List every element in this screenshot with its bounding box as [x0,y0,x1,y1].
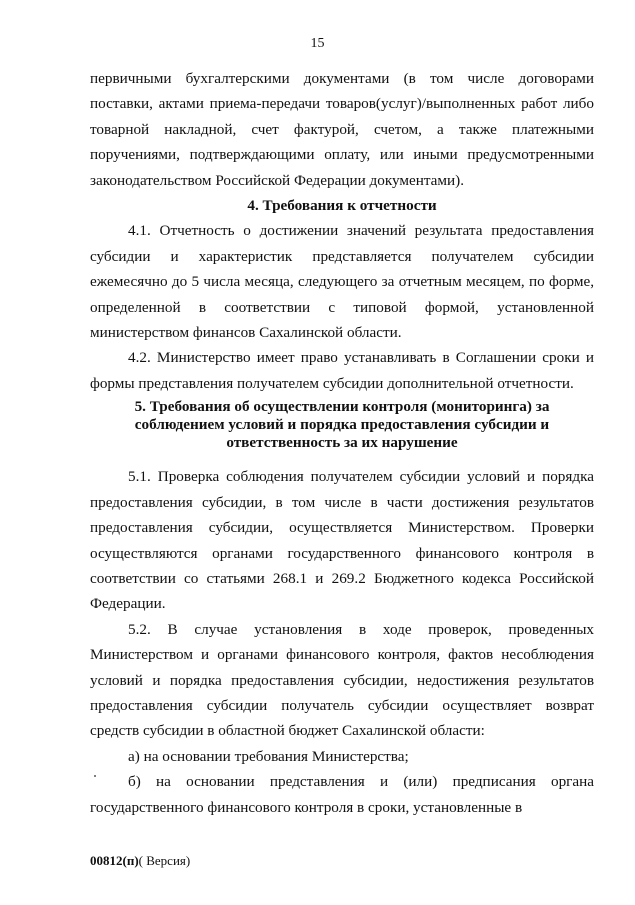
section-5-heading-line: соблюдением условий и порядка предоставления субсидии и [134,416,550,434]
section-5-heading-line: ответственность за их нарушение [226,434,458,452]
list-item-a: а) на основании требования Министерства; [128,747,409,765]
paragraph-5-1: 5.1. Проверка соблюдения получателем субсидии условий и порядка предоставления субсидии, в том числе в части достижения результатов предоставления субсидии, осуществляется Министерством. Проверки осуществляются органами государственного финансового контроля в соответствии со статьями 268.1 и 269.2 Бюджетного кодекса Российской Федерации. [90,468,594,613]
document-code: 00812(п) [90,853,139,868]
paragraph-4-2: 4.2. Министерство имеет право устанавливать в Соглашении сроки и формы представления получателем субсидии дополнительной отчетности. [90,349,594,392]
section-5-heading [90,398,594,452]
page-number: 15 [310,36,325,51]
scan-speck [94,775,96,777]
footer [90,853,190,869]
section-4-heading: 4. Требования к отчетности [247,197,437,215]
paragraph-5-2: 5.2. В случае установления в ходе проверок, проведенных Министерством и органами финансового контроля, фактов несоблюдения условий и порядка предоставления субсидии, недостижения результатов предоставления субсидии получатель субсидии осуществляет возврат средств субсидии в областной бюджет Сахалинской области: [90,620,594,740]
paragraph-continuation: первичными бухгалтерскими документами (в том числе договорами поставки, актами приема-передачи товаров(услуг)/выполненных работ либо товарной накладной, счет фактурой, счетом, а также платежными поручениями, подтверждающими оплату, или иными предусмотренными законодательством Российской Федерации документами). [90,70,594,189]
paragraph-4-1: 4.1. Отчетность о достижении значений результата предоставления субсидии и характеристик представляется получателем субсидии ежемесячно до 5 числа месяца, следующего за отчетным месяцем, по форме, определенной в соответствии с типовой формой, установленной министерством финансов Сахалинской области. [90,222,594,342]
document-body [90,66,594,820]
section-5-heading-line: 5. Требования об осуществлении контроля (мониторинга) за [134,398,550,416]
document-version: ( Версия) [138,853,191,868]
list-item-b: б) на основании представления и (или) предписания органа государственного финансового контроля в сроки, установленные в [90,773,594,816]
